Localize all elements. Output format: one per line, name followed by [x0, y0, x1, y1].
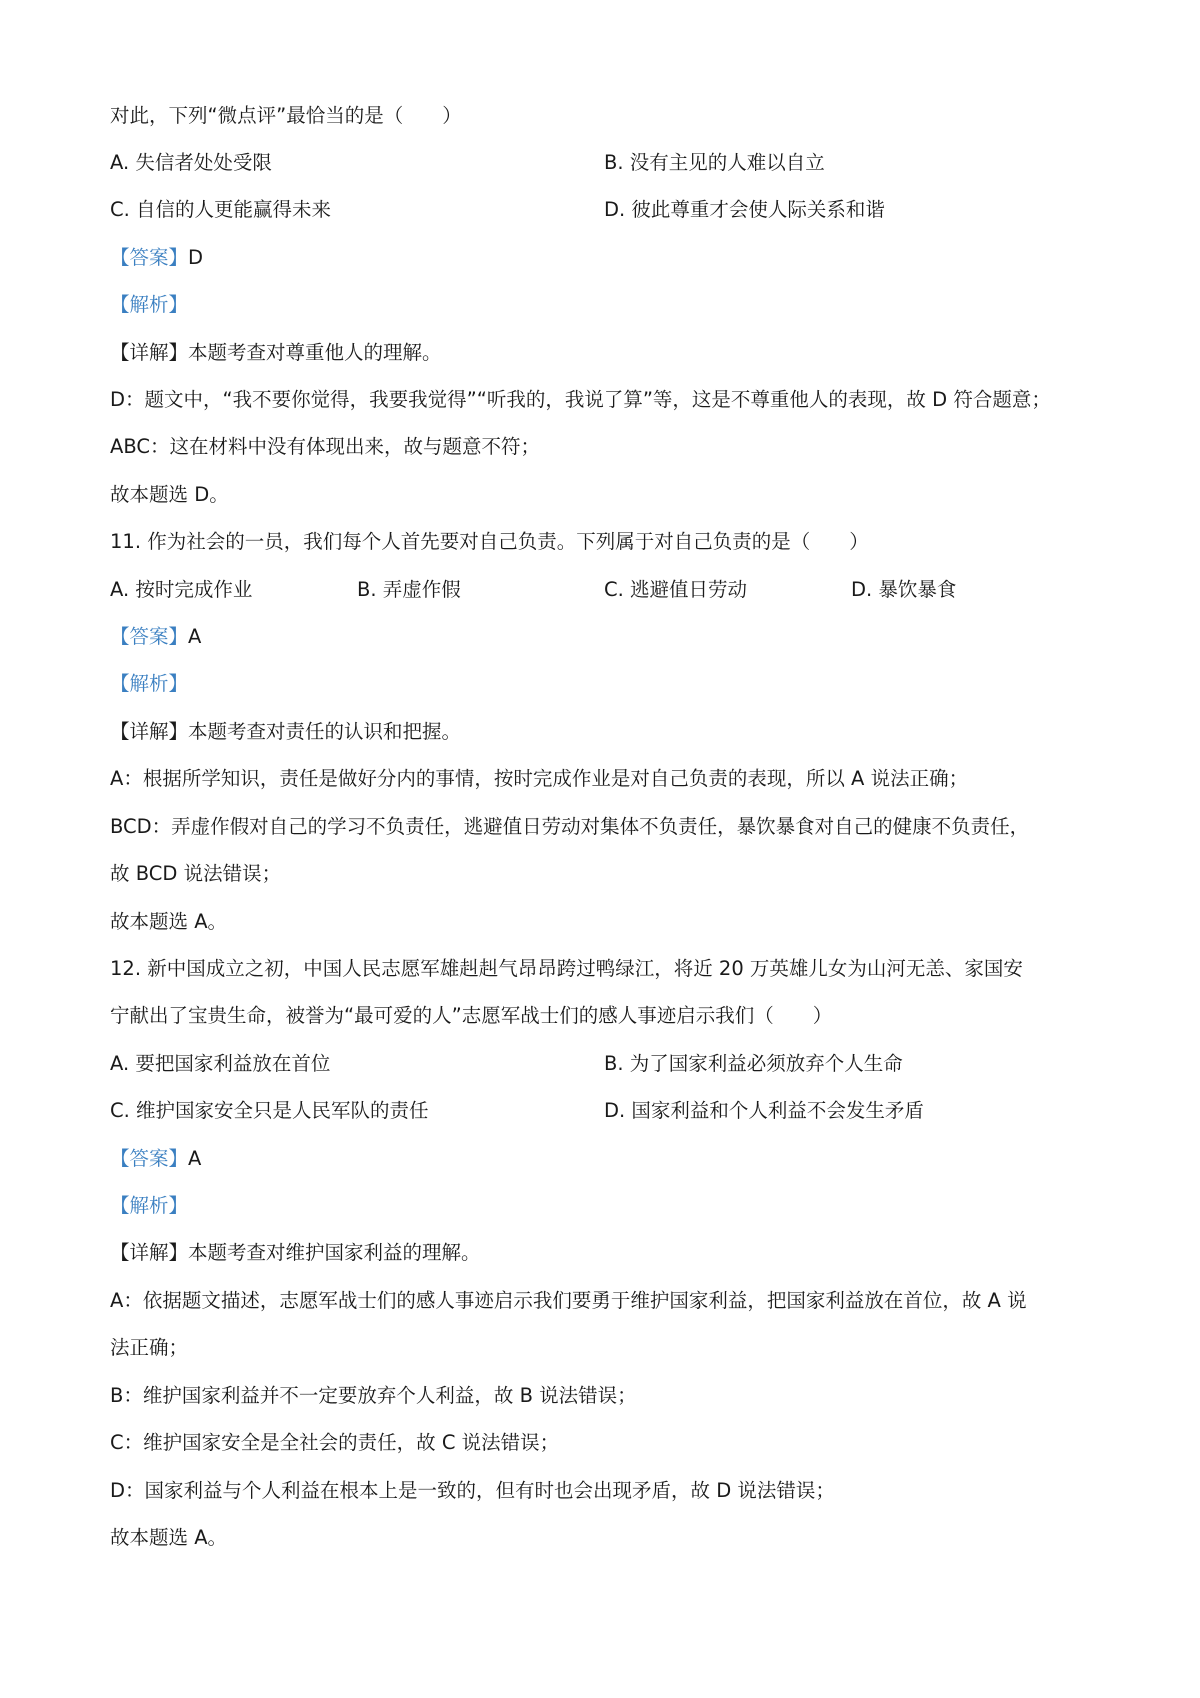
q12-answer-value: A: [188, 1147, 202, 1170]
q11-answer-tag: 【答案】: [110, 625, 189, 648]
q12-detail: 【详解】本题考查对维护国家利益的理解。: [110, 1241, 481, 1264]
q10-option-b: B. 没有主见的人难以自立: [604, 151, 825, 174]
q12-analysis-tag: 【解析】: [110, 1194, 189, 1217]
q12-answer-tag: 【答案】: [110, 1147, 189, 1170]
q10-analysis-tag: 【解析】: [110, 293, 189, 316]
q11-conclusion: 故本题选 A。: [110, 910, 228, 933]
q10-answer-line: [110, 246, 203, 270]
q10-explanation-abc: ABC：这在材料中没有体现出来，故与题意不符；: [110, 435, 540, 458]
q11-stem: 11. 作为社会的一员，我们每个人首先要对自己负责。下列属于对自己负责的是（ ）: [110, 530, 869, 553]
q11-answer-value: A: [188, 625, 202, 648]
q11-explanation-a: A：根据所学知识，责任是做好分内的事情，按时完成作业是对自己负责的表现，所以 A 说法正确；: [110, 767, 969, 790]
q11-option-c: C. 逃避值日劳动: [604, 578, 748, 601]
q10-option-d: D. 彼此尊重才会使人际关系和谐: [604, 198, 885, 221]
q12-explanation-b: B：维护国家利益并不一定要放弃个人利益，故 B 说法错误；: [110, 1384, 637, 1407]
q12-explanation-d: D：国家利益与个人利益在根本上是一致的，但有时也会出现矛盾，故 D 说法错误；: [110, 1479, 835, 1502]
q10-detail: 【详解】本题考查对尊重他人的理解。: [110, 341, 442, 364]
q10-answer-tag: 【答案】: [110, 246, 189, 269]
q11-explanation-bcd: BCD：弄虚作假对自己的学习不负责任，逃避值日劳动对集体不负责任，暴饮暴食对自己的健康不负责任，: [110, 815, 1030, 838]
q12-option-d: D. 国家利益和个人利益不会发生矛盾: [604, 1099, 924, 1122]
q11-detail: 【详解】本题考查对责任的认识和把握。: [110, 720, 462, 743]
q12-explanation-a: A：依据题文描述，志愿军战士们的感人事迹启示我们要勇于维护国家利益，把国家利益放在首位，故 A 说: [110, 1289, 1027, 1312]
q12-explanation-a-cont: 法正确；: [110, 1336, 189, 1359]
q10-option-a: A. 失信者处处受限: [110, 151, 272, 174]
q10-answer-value: D: [188, 246, 204, 269]
q12-option-a: A. 要把国家利益放在首位: [110, 1052, 331, 1075]
q11-answer-line: [110, 625, 201, 649]
q11-option-b: B. 弄虚作假: [357, 578, 461, 601]
q11-analysis-tag: 【解析】: [110, 672, 189, 695]
q12-stem-cont: 宁献出了宝贵生命，被誉为“最可爱的人”志愿军战士们的感人事迹启示我们（ ）: [110, 1004, 833, 1027]
q11-option-a: A. 按时完成作业: [110, 578, 253, 601]
q12-explanation-c: C：维护国家安全是全社会的责任，故 C 说法错误；: [110, 1431, 560, 1454]
q12-option-b: B. 为了国家利益必须放弃个人生命: [604, 1052, 903, 1075]
q12-stem: 12. 新中国成立之初，中国人民志愿军雄赳赳气昂昂跨过鸭绿江，将近 20 万英雄儿女为山河无恙、家国安: [110, 957, 1023, 980]
q10-explanation-d: D：题文中，“我不要你觉得，我要我觉得”“听我的，我说了算”等，这是不尊重他人的表现，故 D 符合题意；: [110, 388, 1051, 411]
q10-option-c: C. 自信的人更能赢得未来: [110, 198, 332, 221]
q12-conclusion: 故本题选 A。: [110, 1526, 228, 1549]
q10-conclusion: 故本题选 D。: [110, 483, 229, 506]
q12-option-c: C. 维护国家安全只是人民军队的责任: [110, 1099, 429, 1122]
q10-stem-tail: 对此，下列“微点评”最恰当的是（ ）: [110, 104, 462, 127]
q12-answer-line: [110, 1147, 201, 1171]
q11-explanation-bcd-cont: 故 BCD 说法错误；: [110, 862, 282, 885]
q11-option-d: D. 暴饮暴食: [851, 578, 957, 601]
